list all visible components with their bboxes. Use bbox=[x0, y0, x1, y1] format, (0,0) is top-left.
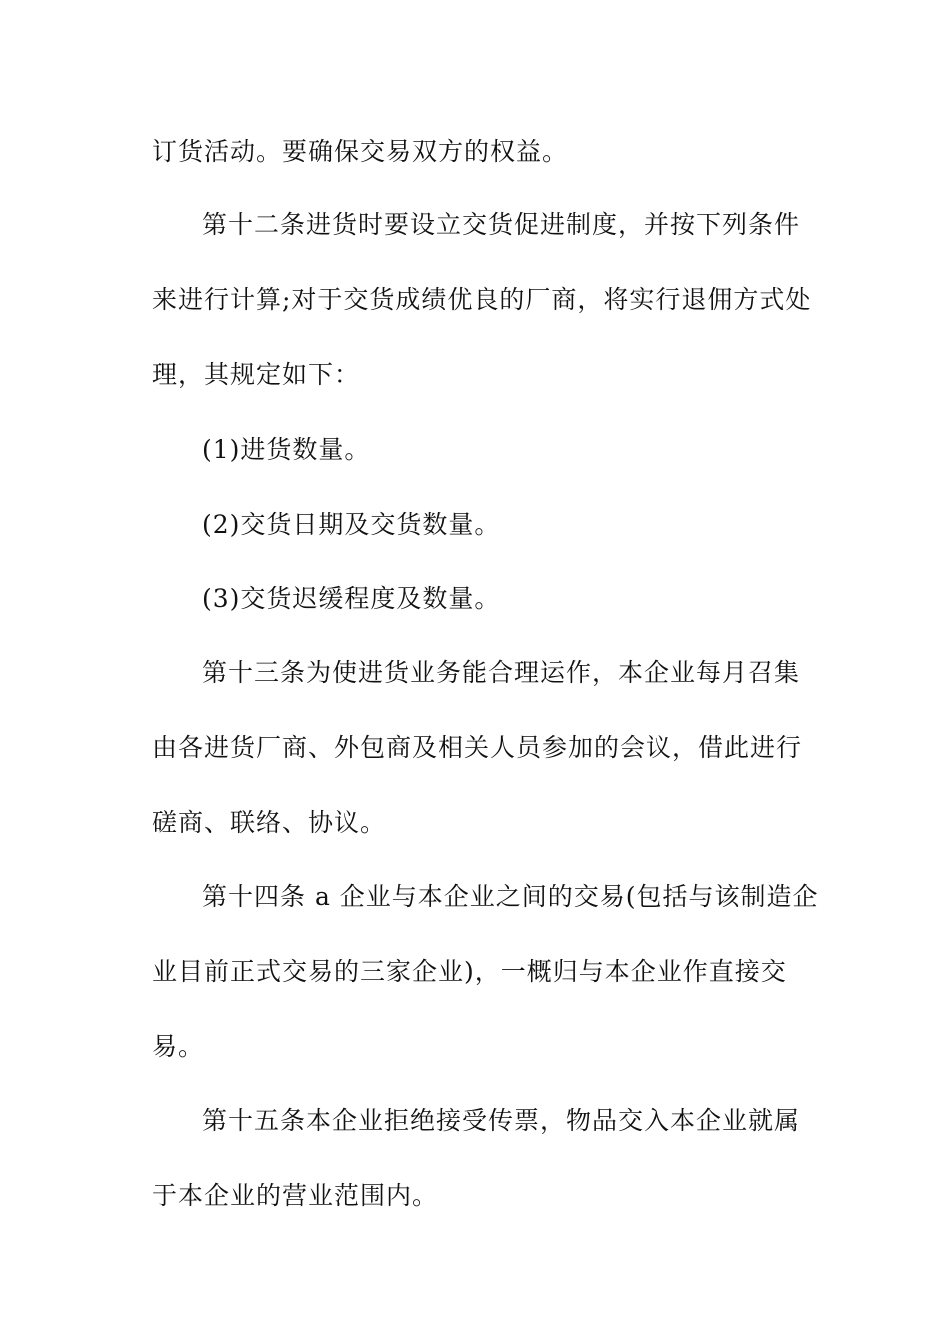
text-line: 第十二条进货时要设立交货促进制度，并按下列条件 bbox=[202, 210, 801, 239]
text-line: 第十三条为使进货业务能合理运作，本企业每月召集 bbox=[202, 658, 801, 687]
text-line: 易。 bbox=[152, 1032, 205, 1061]
text-line: 由各进货厂商、外包商及相关人员参加的会议，借此进行 bbox=[152, 733, 803, 762]
text-line: (3)交货迟缓程度及数量。 bbox=[202, 584, 501, 613]
text-line: 第十四条 a 企业与本企业之间的交易(包括与该制造企 bbox=[202, 882, 819, 911]
text-line: 来进行计算;对于交货成绩优良的厂商，将实行退佣方式处 bbox=[152, 285, 812, 314]
text-line: 磋商、联络、协议。 bbox=[152, 808, 387, 837]
text-line: (1)进货数量。 bbox=[202, 435, 371, 464]
text-line: 第十五条本企业拒绝接受传票，物品交入本企业就属 bbox=[202, 1106, 801, 1135]
text-line: (2)交货日期及交货数量。 bbox=[202, 510, 501, 539]
text-line: 订货活动。要确保交易双方的权益。 bbox=[152, 137, 569, 166]
text-line: 业目前正式交易的三家企业)，一概归与本企业作直接交 bbox=[152, 957, 787, 986]
text-line: 理，其规定如下： bbox=[152, 360, 361, 389]
text-line: 于本企业的营业范围内。 bbox=[152, 1181, 439, 1210]
